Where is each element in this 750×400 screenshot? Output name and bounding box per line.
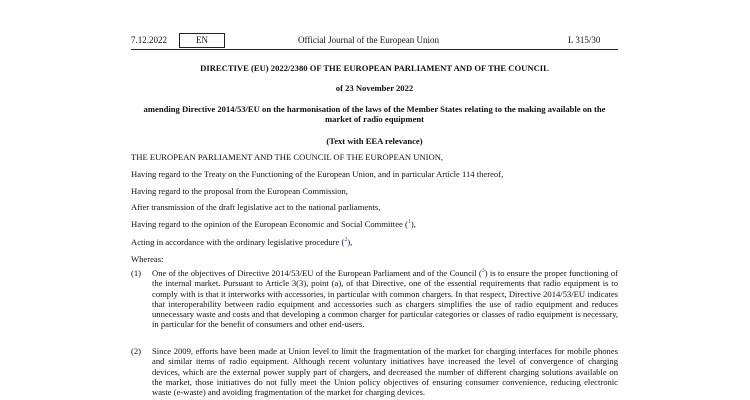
preamble-institutions: THE EUROPEAN PARLIAMENT AND THE COUNCIL OF THE EUROPEAN UNION,: [131, 152, 444, 162]
footnote-link[interactable]: 3: [481, 268, 485, 275]
header-date: 7.12.2022: [131, 35, 167, 45]
recital-1: [131, 268, 618, 330]
journal-reference: L 315/30: [568, 35, 601, 45]
preamble-opinion: [131, 219, 618, 229]
directive-date: of 23 November 2022: [335, 83, 414, 93]
opinion-end: ),: [410, 219, 416, 229]
recital-number: (2): [131, 346, 142, 356]
recital-2: [131, 346, 618, 397]
recital-number: (1): [131, 268, 142, 278]
recital-text-part: ) is to ensure the proper functioning of the internal market. Pursuant to Article 3(3), point (a), of that Directive, one of the essential requirements that radio equipment is to comply with is that it interworks with accessories, in particular with common chargers. In that respect, Directive 2014/53/EU indicates that interoperability between radio equipment and accessories such as chargers simplifies the use of radio equipment and reduces unnecessary waste and costs and that developing a common charger for particular categories or classes of radio equipment is necessary, in particular for the benefit of consumers and other end-users.: [152, 268, 618, 330]
language-box: EN: [179, 33, 225, 48]
footnote-link[interactable]: 2: [344, 237, 348, 244]
procedure-end: ),: [347, 237, 353, 247]
directive-subject: amending Directive 2014/53/EU on the harmonisation of the laws of the Member States relating to the making available on the market of radio equipment: [143, 104, 606, 124]
preamble-treaty: Having regard to the Treaty on the Functioning of the European Union, and in particular Article 114 thereof,: [131, 169, 504, 179]
preamble-procedure: [131, 237, 618, 247]
journal-header: [0, 33, 750, 49]
recital-text-part: One of the objectives of Directive 2014/53/EU of the European Parliament and of the Council (: [152, 268, 482, 278]
directive-title: DIRECTIVE (EU) 2022/2380 OF THE EUROPEAN PARLIAMENT AND OF THE COUNCIL: [200, 63, 549, 73]
eea-relevance: (Text with EEA relevance): [326, 136, 423, 146]
preamble-transmission: After transmission of the draft legislative act to the national parliaments,: [131, 202, 381, 212]
header-rule: [131, 49, 618, 50]
preamble-proposal: Having regard to the proposal from the European Commission,: [131, 186, 348, 196]
procedure-text: Acting in accordance with the ordinary legislative procedure (: [131, 237, 345, 247]
recital-text: Since 2009, efforts have been made at Union level to limit the fragmentation of the market for charging interfaces for mobile phones and similar items of radio equipment. Although recent voluntary initiatives have increased the level of convergence of charging devices, which are the external power supply part of chargers, and decreased the number of different charging solutions available on the market, those initiatives do not fully meet the Union policy objectives of ensuring consumer convenience, reducing electronic waste (e-waste) and avoiding fragmentation of the market for charging devices.: [152, 346, 618, 398]
recital-text: [152, 268, 618, 330]
journal-name: Official Journal of the European Union: [298, 35, 440, 45]
footnote-link[interactable]: 1: [407, 219, 411, 226]
whereas-label: Whereas:: [131, 254, 164, 264]
opinion-text: Having regard to the opinion of the European Economic and Social Committee (: [131, 219, 408, 229]
